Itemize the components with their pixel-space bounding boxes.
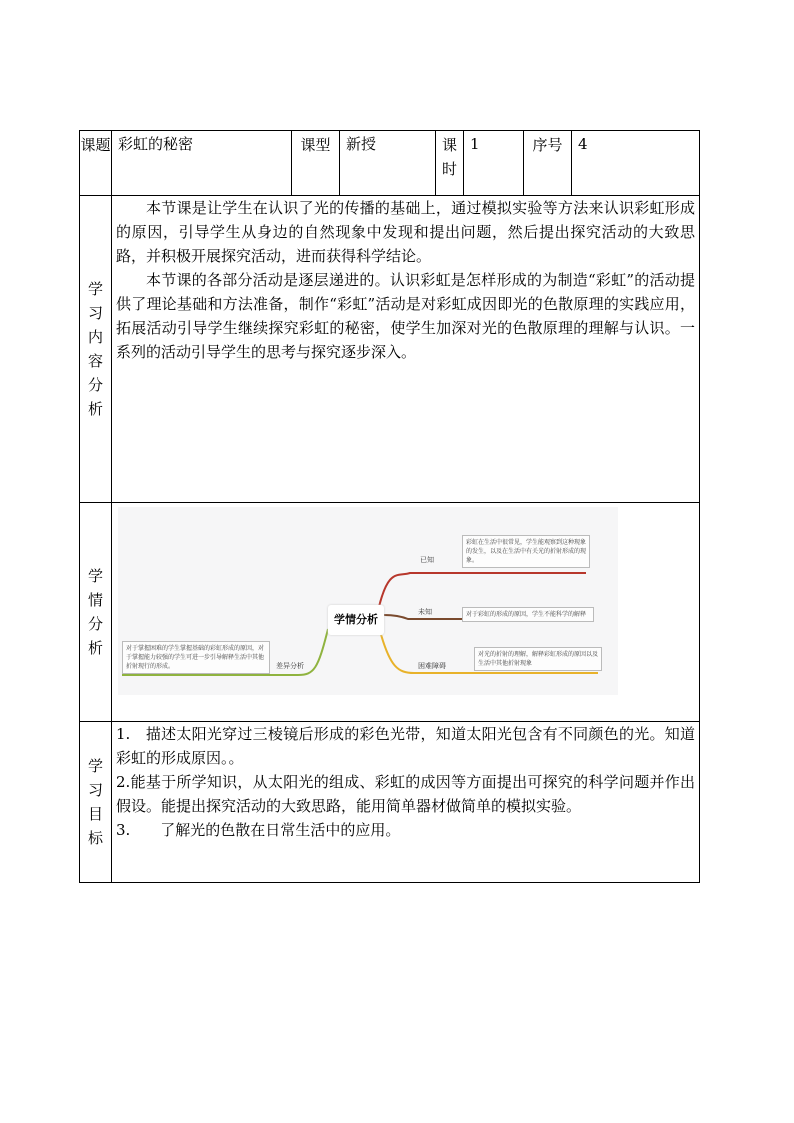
content-analysis-label: 学 习 内 容 分 析 bbox=[80, 196, 112, 503]
student-analysis-body bbox=[112, 503, 700, 722]
content-analysis-body bbox=[112, 196, 700, 503]
content-analysis-row bbox=[80, 196, 700, 503]
goals-label: 学 习 目 标 bbox=[80, 722, 112, 883]
order-value: 4 bbox=[572, 131, 700, 196]
difference-text: 对于掌握困难的学生掌握基础的彩虹形成的原因，对于掌握能力较强的学生可进一步引导解释生活中其他折射现行的形成。 bbox=[122, 641, 270, 674]
mindmap-image bbox=[118, 507, 618, 695]
goal-item: 3. 了解光的色散在日常生活中的应用。 bbox=[116, 821, 401, 839]
known-text: 彩虹在生活中很常见，学生能观察到这种现象的发生，以及在生活中有关光的折射形成的现象。 bbox=[462, 535, 590, 568]
content-paragraph: 本节课是让学生在认识了光的传播的基础上，通过模拟实验等方法来认识彩虹形成的原因，引导学生从身边的自然现象中发现和提出问题，然后提出探究活动的大致思路，并积极开展探究活动，进而获得科学结论。 bbox=[116, 199, 695, 265]
goals-row bbox=[80, 722, 700, 883]
known-label: 已知 bbox=[420, 556, 434, 564]
known-branch bbox=[378, 573, 586, 611]
mindmap-center: 学情分析 bbox=[328, 605, 384, 635]
header-row bbox=[80, 131, 700, 196]
type-value: 新授 bbox=[340, 131, 436, 196]
lesson-plan-table bbox=[79, 130, 700, 883]
student-analysis-label: 学 情 分 析 bbox=[80, 503, 112, 722]
goal-item: 1. 描述太阳光穿过三棱镜后形成的彩色光带，知道太阳光包含有不同颜色的光。知道彩虹的形成原因。。 bbox=[116, 725, 695, 767]
type-label: 课型 bbox=[292, 131, 340, 196]
topic-label: 课题 bbox=[80, 131, 112, 196]
difference-label: 差异分析 bbox=[276, 662, 304, 670]
content-paragraph: 本节课的各部分活动是逐层递进的。认识彩虹是怎样形成的为制造“彩虹”的活动提供了理论基础和方法准备，制作“彩虹”活动是对彩虹成因即光的色散原理的实践应用，拓展活动引导学生继续探究彩虹的秘密，使学生加深对光的色散原理的理解与认识。一系列的活动引导学生的思考与探究逐步深入。 bbox=[116, 271, 695, 361]
difficulty-text: 对光的折射的理解，解释彩虹形成的原因以及生活中其他折射现象 bbox=[474, 647, 602, 671]
period-label: 课时 bbox=[436, 131, 464, 196]
unknown-text: 对于彩虹的形成的原因，学生不能科学的解释 bbox=[462, 607, 594, 622]
topic-value: 彩虹的秘密 bbox=[112, 131, 292, 196]
period-value: 1 bbox=[464, 131, 524, 196]
order-label: 序号 bbox=[524, 131, 572, 196]
unknown-label: 未知 bbox=[418, 608, 432, 616]
goal-item: 2.能基于所学知识，从太阳光的组成、彩虹的成因等方面提出可探究的科学问题并作出假设。能提出探究活动的大致思路，能用简单器材做简单的模拟实验。 bbox=[116, 773, 695, 815]
difficulty-label: 困难障碍 bbox=[418, 662, 446, 670]
student-analysis-row bbox=[80, 503, 700, 722]
goals-body bbox=[112, 722, 700, 883]
